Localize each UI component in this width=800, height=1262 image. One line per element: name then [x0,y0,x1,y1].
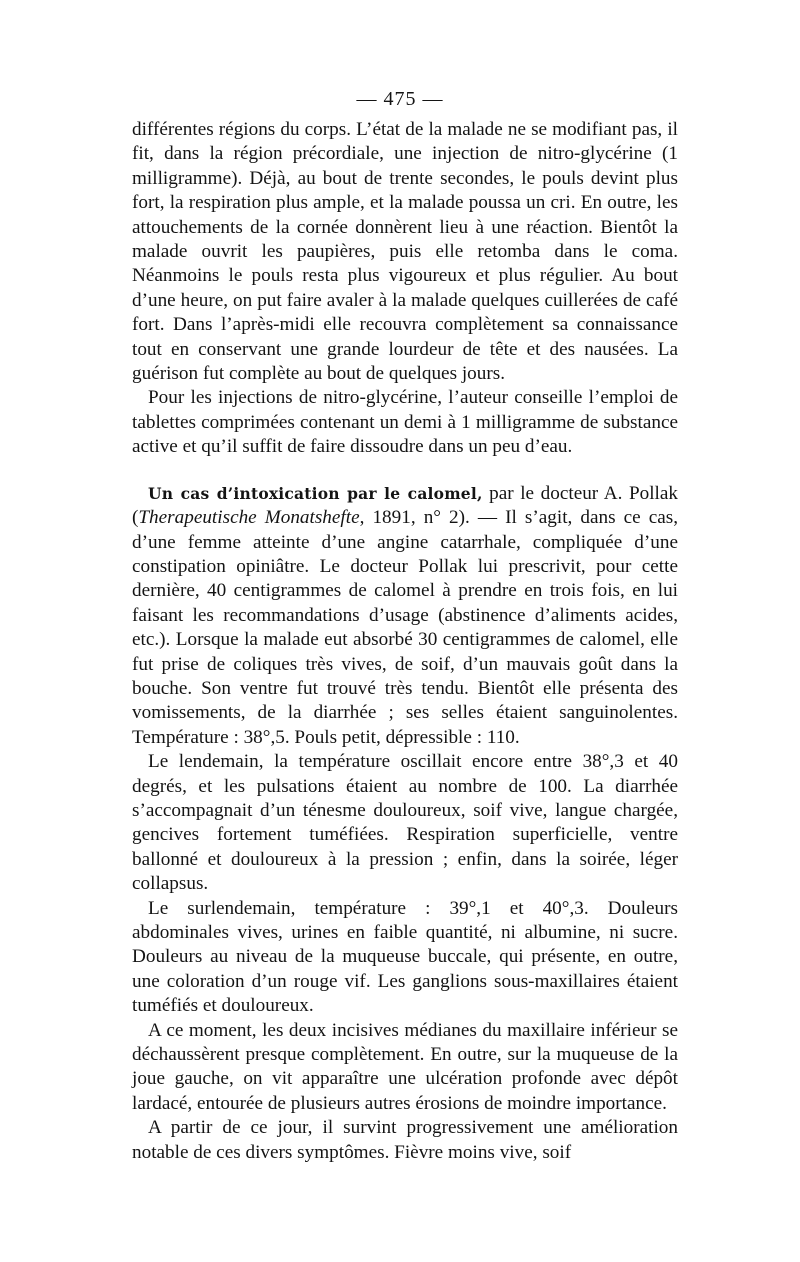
paragraph-continuation: différentes régions du corps. L’état de la malade ne se modifiant pas, il fit, dans la région précordiale, une injection de nitro-glycérine (1 milligramme). Déjà, au bout de trente secondes, le pouls devint plus fort, la respiration plus ample, et la malade poussa un cri. En outre, les attouchements de la cornée donnèrent lieu à une réaction. Bientôt la malade ouvrit les paupières, puis elle retomba dans le coma. Néanmoins le pouls resta plus vigoureux et plus régulier. Au bout d’une heure, on put faire avaler à la malade quelques cuillerées de café fort. Dans l’après-midi elle recouvra complètement sa connaissance tout en conservant une grande lourdeur de tête et des nausées. La guérison fut complète au bout de quelques jours. [132,119,678,385]
section-reference: , 1891, n° 2). [359,507,470,529]
paragraph-amelioration: A partir de ce jour, il survint progressivement une amélioration notable de ces divers symptômes. Fièvre moins vive, soif [132,1117,678,1163]
paragraph-injections: Pour les injections de nitro-glycérine, l’auteur conseille l’emploi de tablettes comprimées contenant un demi à 1 milligramme de substance active et qu’il suffit de faire dissoudre dans un peu d’eau. [132,387,678,458]
section-author: par le docteur A. Pollak ( [132,482,678,529]
paragraph-surlendemain: Le surlendemain, température : 39°,1 et 40°,3. Douleurs abdominales vives, urines en faible quantité, ni albumine, ni sucre. Douleurs au niveau de la muqueuse buccale, qui présente, en outre, une coloration d’un rouge vif. Les ganglions sous-maxillaires étaient tuméfiés et douloureux. [132,897,678,1017]
paragraph-calomel-case [132,482,678,750]
paragraph-calomel-text: — Il s’agit, dans ce cas, d’une femme atteinte d’une angine catarrhale, compliquée d’une constipation opiniâtre. Le docteur Pollak lui prescrivit, pour cette dernière, 40 centigrammes de calomel à prendre en trois fois, en lui faisant les recommandations d’usage (abstinence d’aliments acides, etc.). Lorsque la malade eut absorbé 30 centigrammes de calomel, elle fut prise de coliques très vives, de soif, d’un mauvais goût dans la bouche. Son ventre fut trouvé très tendu. Bientôt elle présenta des vomissements, de la diarrhée ; ses selles étaient sanguinolentes. Température : 38°,5. Pouls petit, dépressible : 110. [132,507,678,748]
section-title: Un cas d’intoxication par le calomel, [148,483,483,503]
body-text [132,118,678,1165]
journal-title: Therapeutische Monatshefte [138,507,360,529]
paragraph-incisives: A ce moment, les deux incisives médianes du maxillaire inférieur se déchaussèrent presque complètement. En outre, sur la muqueuse de la joue gauche, on vit apparaître une ulcération profonde avec dépôt lardacé, entourée de plusieurs autres érosions de moindre importance. [132,1019,678,1114]
paragraph-lendemain: Le lendemain, la température oscillait encore entre 38°,3 et 40 degrés, et les pulsations étaient au nombre de 100. La diarrhée s’accompagnait d’un ténesme douloureux, soif vive, langue chargée, gencives fortement tuméfiées. Respiration superficielle, ventre ballonné et douloureux à la pression ; enfin, dans la soirée, léger collapsus. [132,751,678,895]
page-number: — 475 — [356,88,444,110]
